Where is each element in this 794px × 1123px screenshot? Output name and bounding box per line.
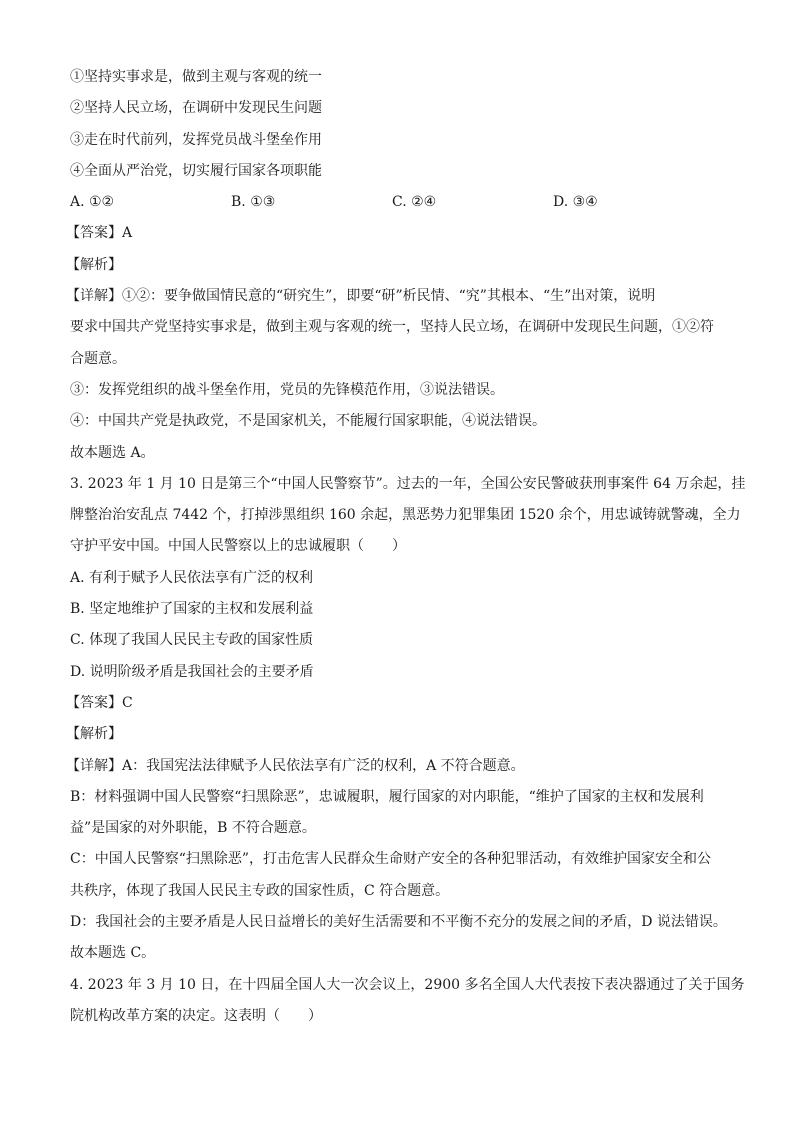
q3-option-b: B. 坚定地维护了国家的主权和发展利益 bbox=[70, 601, 314, 618]
q2-choices bbox=[70, 187, 724, 218]
q3-option-a: A. 有利于赋予人民依法享有广泛的权利 bbox=[70, 569, 314, 586]
q2-choice-a: A. ①② bbox=[70, 194, 115, 211]
q3-option-d: D. 说明阶级矛盾是我国社会的主要矛盾 bbox=[70, 663, 314, 680]
q3-detail-line-5: 共秩序，体现了我国人民民主专政的国家性质，C 符合题意。 bbox=[70, 882, 450, 899]
question-3-section bbox=[66, 469, 746, 970]
q3-option-c: C. 体现了我国人民民主专政的国家性质 bbox=[70, 632, 314, 649]
q2-analysis-label: 【解析】 bbox=[66, 256, 122, 273]
q2-detail-line-1: 【详解】①②：要争做国情民意的“研究生”，即要“研”析民情、“究”其根本、“生”出对策，说明 bbox=[66, 288, 656, 305]
q3-detail-line-3: 益”是国家的对外职能，B 不符合题意。 bbox=[70, 820, 316, 837]
q3-detail-line-6: D：我国社会的主要矛盾是人民日益增长的美好生活需要和不平衡不充分的发展之间的矛盾，D 说法错误。 bbox=[70, 914, 727, 931]
q3-answer: 【答案】C bbox=[66, 694, 133, 711]
q2-detail-line-2: 要求中国共产党坚持实事求是，做到主观与客观的统一，坚持人民立场，在调研中发现民生问题，①②符 bbox=[70, 319, 714, 336]
q2-detail-line-4: ③：发挥党组织的战斗堡垒作用，党员的先锋模范作用，③说法错误。 bbox=[70, 381, 504, 398]
q3-detail-line-7: 故本题选 C。 bbox=[70, 945, 156, 962]
question-4-section bbox=[70, 970, 745, 1033]
q2-option-3: ③走在时代前列，发挥党员战斗堡垒作用 bbox=[70, 131, 322, 148]
q3-stem-line-1: 3. 2023 年 1 月 10 日是第三个“中国人民警察节”。过去的一年，全国公安民警破获刑事案件 64 万余起，挂 bbox=[70, 475, 746, 492]
q3-stem-line-3: 守护平安中国。中国人民警察以上的忠诚履职（ ） bbox=[70, 538, 406, 555]
q2-choice-c: C. ②④ bbox=[392, 194, 437, 211]
q2-detail-line-3: 合题意。 bbox=[70, 350, 126, 367]
q2-detail-line-5: ④：中国共产党是执政党，不是国家机关，不能履行国家职能，④说法错误。 bbox=[70, 413, 546, 430]
q4-stem-line-2: 院机构改革方案的决定。这表明（ ） bbox=[70, 1007, 322, 1024]
q3-detail-line-4: C：中国人民警察“扫黑除恶”，打击危害人民群众生命财产安全的各种犯罪活动，有效维护国家安全和公 bbox=[70, 851, 712, 868]
q3-analysis-label: 【解析】 bbox=[66, 726, 122, 743]
q2-option-1: ①坚持实事求是，做到主观与客观的统一 bbox=[70, 69, 322, 85]
q3-detail-line-2: B：材料强调中国人民警察“扫黑除恶”，忠诚履职，履行国家的对内职能，“维护了国家的主权和发展利 bbox=[70, 788, 704, 805]
q2-choice-b: B. ①③ bbox=[231, 194, 276, 211]
q2-answer: 【答案】A bbox=[66, 225, 133, 242]
q2-detail-line-6: 故本题选 A。 bbox=[70, 444, 155, 461]
q2-choice-d: D. ③④ bbox=[553, 194, 598, 211]
q4-stem-line-1: 4. 2023 年 3 月 10 日，在十四届全国人大一次会议上，2900 多名全国人大代表按下表决器通过了关于国务 bbox=[70, 976, 745, 993]
q3-detail-line-1: 【详解】A：我国宪法法律赋予人民依法享有广泛的权利，A 不符合题意。 bbox=[66, 757, 525, 774]
q2-option-2: ②坚持人民立场，在调研中发现民生问题 bbox=[70, 100, 322, 117]
question-2-section bbox=[66, 62, 724, 469]
q3-stem-line-2: 牌整治治安乱点 7442 个，打掉涉黑组织 160 余起，黑恶势力犯罪集团 1520 余个，用忠诚铸就警魂，全力 bbox=[70, 507, 741, 524]
q2-option-4: ④全面从严治党，切实履行国家各项职能 bbox=[70, 162, 322, 179]
